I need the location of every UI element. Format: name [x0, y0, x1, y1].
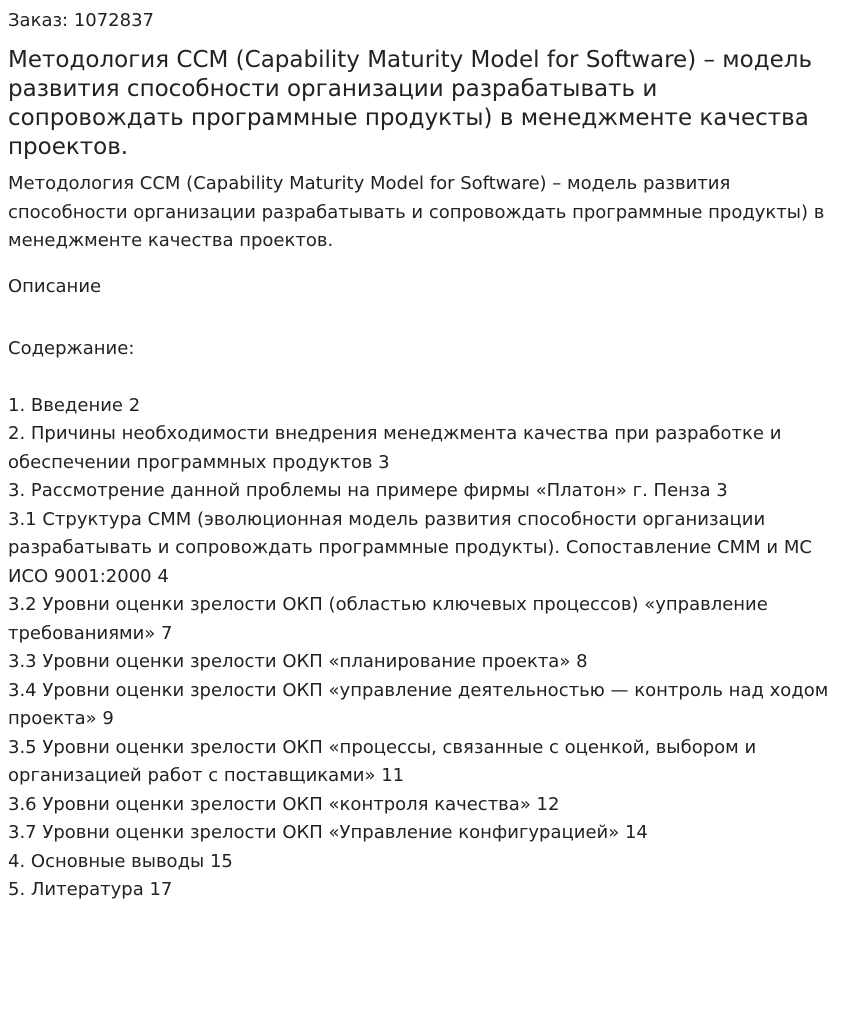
order-number: Заказ: 1072837 — [8, 10, 154, 31]
toc-item: 5. Литература 17 — [8, 879, 173, 900]
page-title: Методология CCM (Capability Maturity Model for Software) – модель развития способности организации разрабатывать и сопровождать программные продукты) в менеджменте качества проектов. — [8, 47, 813, 160]
toc-item: 3.7 Уровни оценки зрелости ОКП «Управление конфигурацией» 14 — [8, 822, 648, 843]
toc-item: 4. Основные выводы 15 — [8, 850, 233, 872]
toc-item: 3.3 Уровни оценки зрелости ОКП «планирование проекта» 8 — [8, 651, 588, 672]
toc-item: 3.5 Уровни оценки зрелости ОКП «процессы, связанные с оценкой, выбором и организацией работ с поставщиками» 11 — [8, 736, 757, 786]
table-of-contents — [8, 392, 839, 905]
toc-item: 2. Причины необходимости внедрения менеджмента качества при разработке и обеспечении программных продуктов 3 — [8, 423, 782, 473]
toc-item: 3. Рассмотрение данной проблемы на примере фирмы «Платон» г. Пенза 3 — [8, 480, 728, 501]
toc-item: 3.6 Уровни оценки зрелости ОКП «контроля качества» 12 — [8, 793, 560, 815]
description-heading: Описание — [8, 275, 102, 297]
toc-item: 3.4 Уровни оценки зрелости ОКП «управление деятельностью — контроль над ходом проекта» 9 — [8, 679, 829, 729]
toc-item: 1. Введение 2 — [8, 394, 141, 416]
lead-paragraph: Методология CCM (Capability Maturity Model for Software) – модель развития способности организации разрабатывать и сопровождать программные продукты) в менеджменте качества проектов. — [8, 173, 825, 251]
contents-label: Содержание: — [8, 337, 135, 359]
toc-item: 3.1 Структура CMM (эволюционная модель развития способности организации разрабатывать и сопровождать программные продукты). Сопоставление CMM и МС ИСО 9001:2000 4 — [8, 508, 812, 587]
toc-item: 3.2 Уровни оценки зрелости ОКП (областью ключевых процессов) «управление требованиями» 7 — [8, 594, 768, 644]
